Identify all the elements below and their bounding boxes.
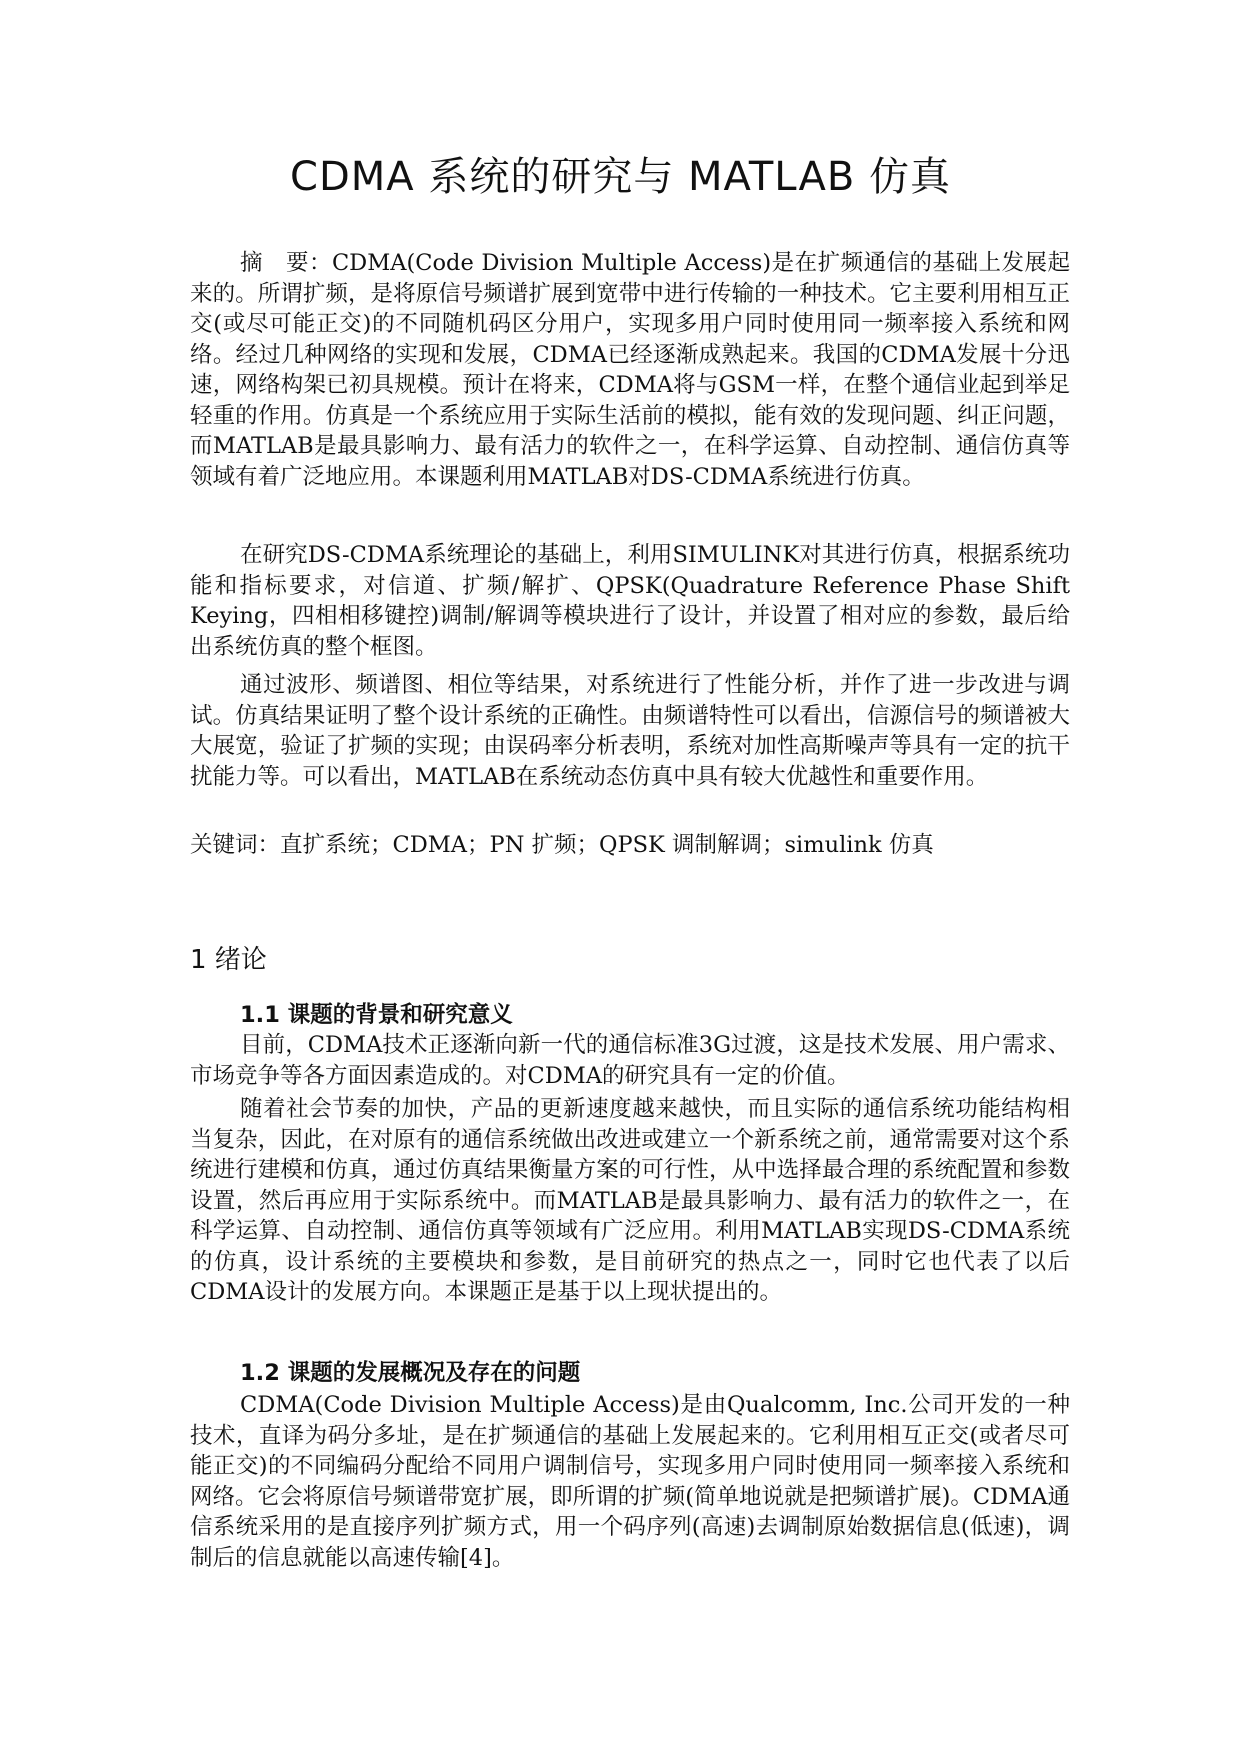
keywords-text: 直扩系统；CDMA；PN 扩频；QPSK 调制解调；simulink 仿真 xyxy=(280,832,934,858)
document-title: CDMA 系统的研究与 MATLAB 仿真 xyxy=(290,154,951,200)
keywords-line xyxy=(190,830,1070,861)
section-1-2-paragraph-1: CDMA(Code Division Multiple Access)是由Qualcomm, Inc.公司开发的一种技术，直译为码分多址，是在扩频通信的基础上发展起来的。它利用相互正交(或者尽可能正交)的不同编码分配给不同用户调制信号，实现多用户同时使用同一频率接入系统和网络。它会将原信号频谱带宽扩展，即所谓的扩频(简单地说就是把频谱扩展)。CDMA通信系统采用的是直接序列扩频方式，用一个码序列(高速)去调制原始数据信息(低速)，调制后的信息就能以高速传输[4]。 xyxy=(190,1392,1070,1571)
abstract-paragraph-2: 在研究DS-CDMA系统理论的基础上，利用SIMULINK对其进行仿真，根据系统功能和指标要求，对信道、扩频/解扩、QPSK(Quadrature Reference Phase Shift Keying，四相相移键控)调制/解调等模块进行了设计，并设置了相对应的参数，最后给出系统仿真的整个框图。 xyxy=(190,542,1070,660)
section-1-1-heading: 1.1 课题的背景和研究意义 xyxy=(240,1002,513,1028)
section-1-1-paragraph-2: 随着社会节奏的加快，产品的更新速度越来越快，而且实际的通信系统功能结构相当复杂，因此，在对原有的通信系统做出改进或建立一个新系统之前，通常需要对这个系统进行建模和仿真，通过仿真结果衡量方案的可行性，从中选择最合理的系统配置和参数设置，然后再应用于实际系统中。而MATLAB是最具影响力、最有活力的软件之一，在科学运算、自动控制、通信仿真等领域有广泛应用。利用MATLAB实现DS-CDMA系统的仿真，设计系统的主要模块和参数，是目前研究的热点之一，同时它也代表了以后CDMA设计的发展方向。本课题正是基于以上现状提出的。 xyxy=(190,1096,1070,1305)
section-1-1-paragraph-1: 目前，CDMA技术正逐渐向新一代的通信标准3G过渡，这是技术发展、用户需求、市场竞争等各方面因素造成的。对CDMA的研究具有一定的价值。 xyxy=(190,1032,1070,1089)
abstract-paragraph-1 xyxy=(190,248,1070,492)
section-1-heading: 1 绪论 xyxy=(190,945,267,975)
abstract-paragraph-3: 通过波形、频谱图、相位等结果，对系统进行了性能分析，并作了进一步改进与调试。仿真结果证明了整个设计系统的正确性。由频谱特性可以看出，信源信号的频谱被大大展宽，验证了扩频的实现；由误码率分析表明，系统对加性高斯噪声等具有一定的抗干扰能力等。可以看出，MATLAB在系统动态仿真中具有较大优越性和重要作用。 xyxy=(190,672,1070,790)
abstract-text-1: CDMA(Code Division Multiple Access)是在扩频通信的基础上发展起来的。所谓扩频，是将原信号频谱扩展到宽带中进行传输的一种技术。它主要利用相互正交(或尽可能正交)的不同随机码区分用户，实现多用户同时使用同一频率接入系统和网络。经过几种网络的实现和发展，CDMA已经逐渐成熟起来。我国的CDMA发展十分迅速，网络构架已初具规模。预计在将来，CDMA将与GSM一样，在整个通信业起到举足轻重的作用。仿真是一个系统应用于实际生活前的模拟，能有效的发现问题、纠正问题，而MATLAB是最具影响力、最有活力的软件之一，在科学运算、自动控制、通信仿真等领域有着广泛地应用。本课题利用MATLAB对DS-CDMA系统进行仿真。 xyxy=(190,250,1070,490)
section-1-2-heading: 1.2 课题的发展概况及存在的问题 xyxy=(240,1360,581,1386)
abstract-label: 摘 要： xyxy=(240,250,332,276)
keywords-label: 关键词： xyxy=(190,832,281,858)
